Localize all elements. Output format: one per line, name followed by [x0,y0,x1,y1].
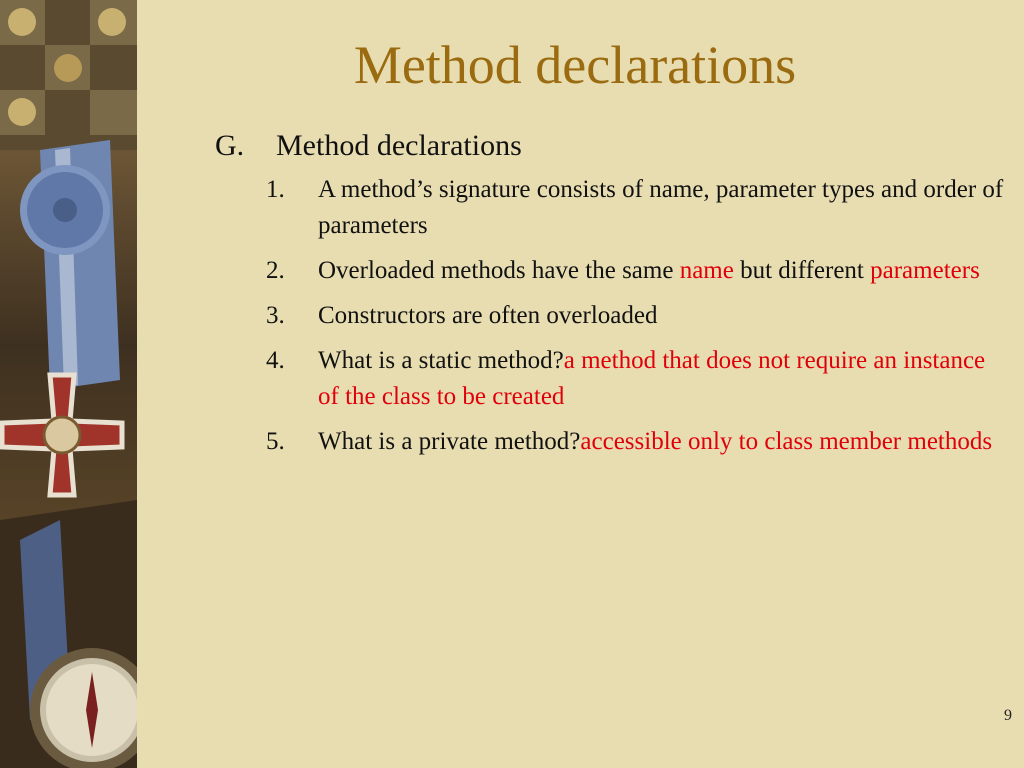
question-text: What is a static method? [318,347,564,374]
highlight-name: name [679,257,734,284]
text-segment: Overloaded methods have the same [318,257,680,284]
list-text: Constructors are often overloaded [318,302,658,329]
outline-heading-text: Method declarations [276,129,522,162]
slide-body [215,128,1005,469]
list-text [318,253,1005,289]
numbered-list [266,172,1005,460]
slide-title: Method declarations [353,35,797,95]
list-item [266,253,1005,289]
decorative-sidebar-image [0,0,137,768]
highlight-parameters: parameters [870,257,980,284]
list-item [266,298,1005,334]
list-text: A method’s signature consists of name, parameter types and order of parameters [318,176,1004,239]
answer-text: a method that does not require an instance of the class to be created [318,347,986,410]
list-text [318,343,1005,415]
outline-marker: G. [215,129,245,162]
list-item [266,343,1005,415]
list-number: 3. [266,302,285,329]
list-number: 5. [266,428,285,455]
list-number: 1. [266,176,285,203]
list-text [318,424,1005,460]
text-segment: but different [733,257,871,284]
list-number: 2. [266,257,285,284]
page-number: 9 [1004,707,1012,724]
question-text: What is a private method? [318,428,581,455]
list-number: 4. [266,347,285,374]
list-item [266,424,1005,460]
list-item [266,172,1005,244]
outline-heading [215,128,1005,164]
answer-text: accessible only to class member methods [580,428,993,455]
